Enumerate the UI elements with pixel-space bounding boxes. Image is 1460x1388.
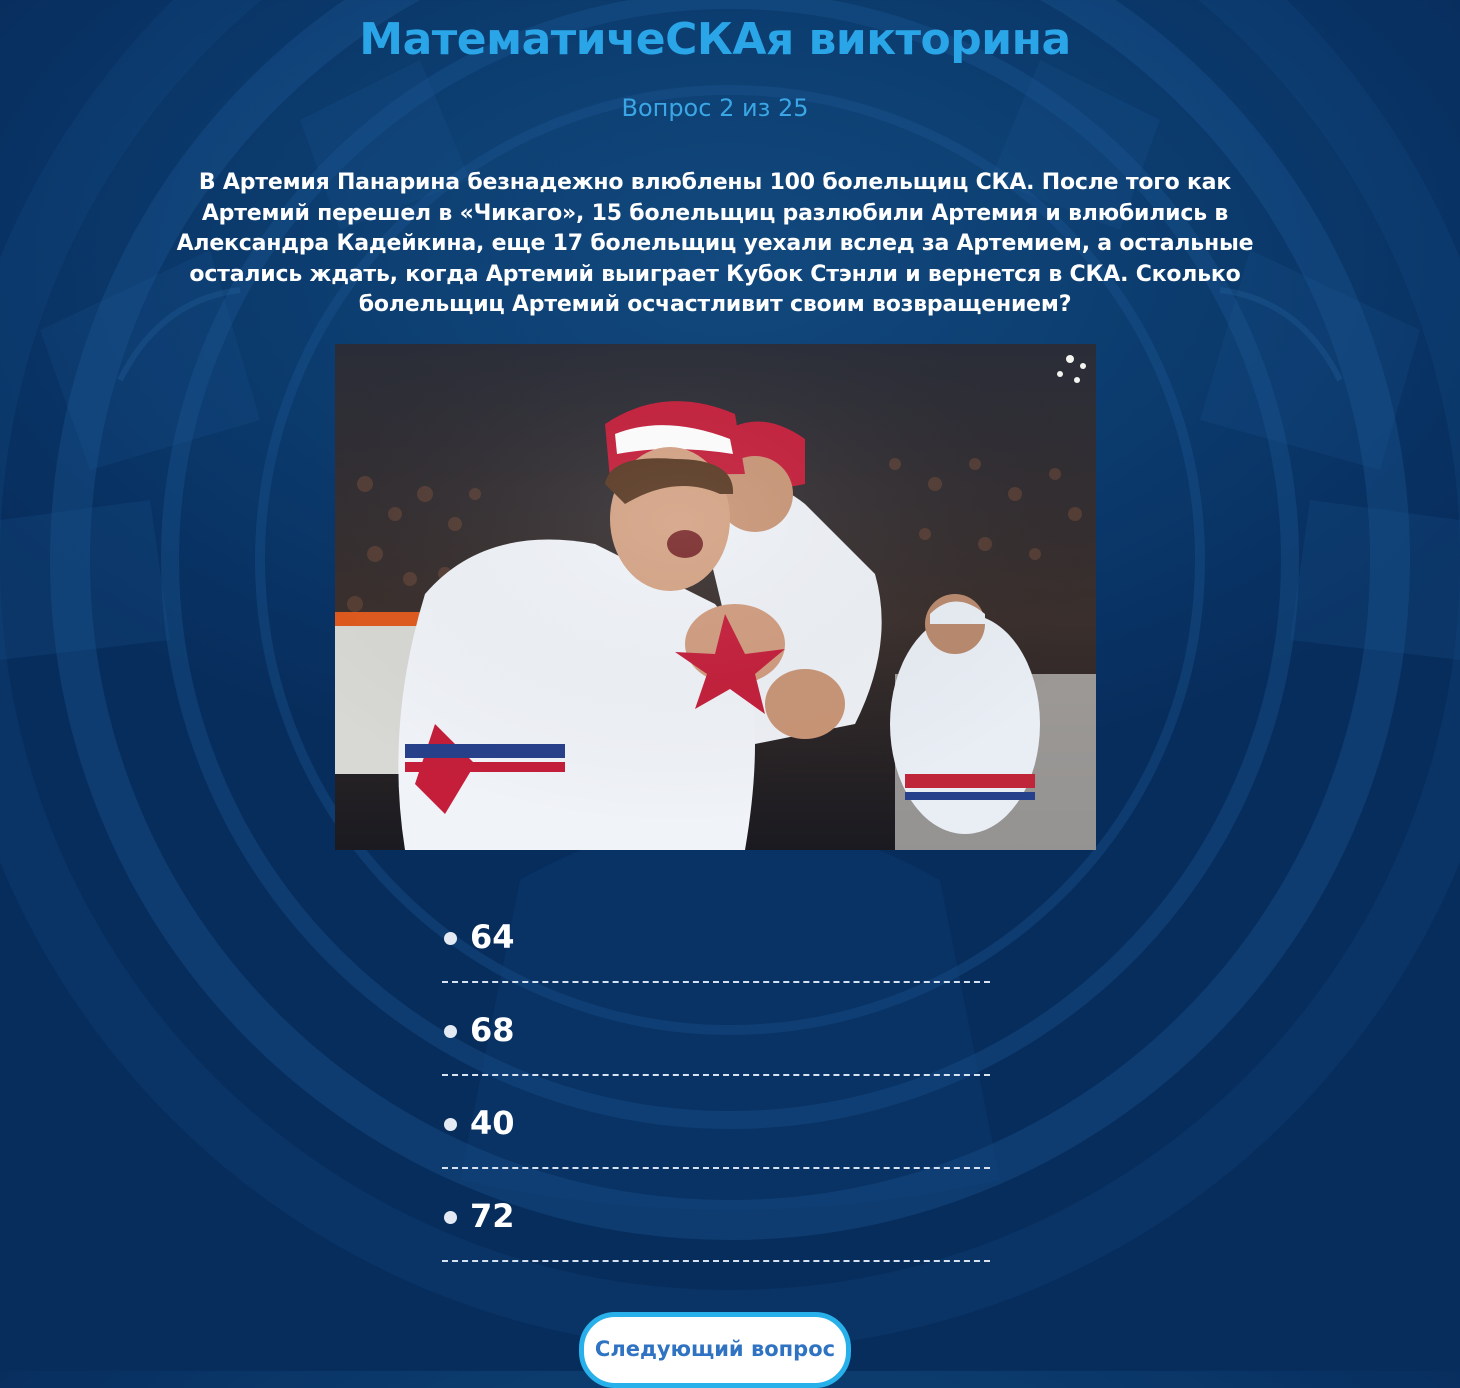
answer-option[interactable] bbox=[442, 983, 990, 1076]
next-question-button[interactable]: Следующий вопрос bbox=[579, 1312, 851, 1388]
radio-bullet-icon[interactable] bbox=[444, 1118, 457, 1131]
answer-option[interactable] bbox=[442, 1169, 990, 1262]
question-counter: Вопрос 2 из 25 bbox=[621, 94, 809, 122]
radio-bullet-icon[interactable] bbox=[444, 932, 457, 945]
radio-bullet-icon[interactable] bbox=[444, 1211, 457, 1224]
radio-bullet-icon[interactable] bbox=[444, 1025, 457, 1038]
answer-option[interactable] bbox=[442, 890, 990, 983]
answer-label[interactable]: 68 bbox=[470, 1011, 515, 1049]
question-text: В Артемия Панарина безнадежно влюблены 100 болельщиц СКА. После того как Артемий перешел в «Чикаго», 15 болельщиц разлюбили Артемия и влюбились в Александра Кадейкина, еще 17 болельщиц уехали вслед за Артемием, а остальные остались ждать, когда Артемий выиграет Кубок Стэнли и вернется в СКА. Сколько болельщиц Артемий осчастливит своим возвращением? bbox=[176, 170, 1254, 317]
answer-list bbox=[442, 890, 990, 1262]
question-photo bbox=[335, 344, 1096, 850]
answer-label[interactable]: 64 bbox=[470, 918, 515, 956]
answer-label[interactable]: 40 bbox=[470, 1104, 515, 1142]
answer-label[interactable]: 72 bbox=[470, 1197, 515, 1235]
quiz-title: МатематичеСКАя викторина bbox=[359, 14, 1071, 65]
answer-option[interactable] bbox=[442, 1076, 990, 1169]
